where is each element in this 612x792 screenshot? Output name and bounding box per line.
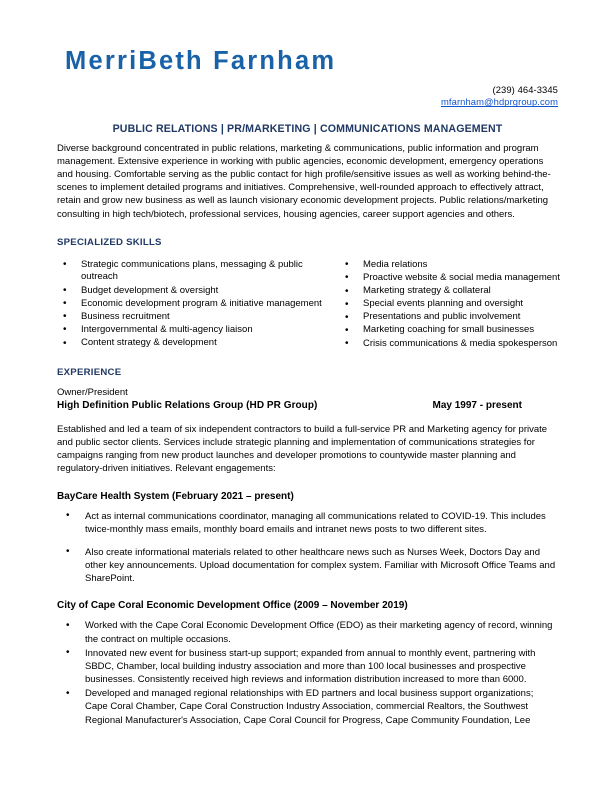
list-item: • Business recruitment: [57, 311, 339, 324]
list-item: • Intergovernmental & multi-agency liaison: [57, 324, 339, 337]
list-item: • Marketing strategy & collateral: [339, 285, 569, 298]
contact-block: [57, 84, 558, 109]
skills-column-right: [339, 259, 569, 351]
professional-summary: Diverse background concentrated in public relations, marketing & communications, public information and program management. Extensive experience in working with public agencies, economic development, emergency operations and housing. Comfortable serving as the public contact for high profile/sensitive issues as well as working behind-the-scenes to implement detailed programs and initiatives. Comprehensive, well-rounded approach to effectively attract, retain and grow new business as well as launch visionary economic development projects. Public relations/marketing consulting in high tech/biotech, professional services, housing agencies, career support agencies and others.: [57, 142, 551, 220]
list-item: • Economic development program & initiative management: [57, 298, 339, 311]
email-link[interactable]: mfarnham@hdprgroup.com: [441, 96, 558, 108]
job-dates: May 1997 - present: [432, 400, 522, 412]
list-item: • Developed and managed regional relationships with ED partners and local business support organizations; Cape Coral Chamber, Cape Coral Construction Industry Association, commercial Realtors, the Southwest Regional Manufacturer's Association, Cape Coral Council for Progress, Cape Community Foundation, Lee: [57, 687, 558, 726]
client-bullets-cape-coral: [57, 619, 558, 726]
list-item: • Innovated new event for business start-up support; expanded from annual to monthly event, partnering with SBDC, Chamber, local building industry association and more than 100 local businesses and prospective businesses. Consistently received high reviews and information distribution increased to more than 6000.: [57, 647, 558, 686]
skills-column-left: [57, 259, 339, 351]
section-title-experience: EXPERIENCE: [57, 366, 122, 378]
list-item: • Also create informational materials related to other healthcare news such as Nurses Week, Doctors Day and other key announcements. Upload documentation for complex system. Familiar with Microsoft Office Teams and SharePoint.: [57, 546, 558, 585]
professional-headline: PUBLIC RELATIONS | PR/MARKETING | COMMUNICATIONS MANAGEMENT: [112, 122, 503, 135]
list-item: • Budget development & oversight: [57, 285, 339, 298]
client-name-baycare: BayCare Health System (February 2021 – present): [57, 490, 294, 502]
list-item: • Special events planning and oversight: [339, 298, 569, 311]
candidate-name: MerriBeth Farnham: [65, 47, 337, 75]
list-item: • Media relations: [339, 259, 569, 272]
list-item: • Marketing coaching for small businesses: [339, 324, 569, 337]
phone-number: (239) 464-3345: [492, 84, 558, 96]
skills-columns: [57, 259, 558, 351]
skills-list-left: [57, 259, 339, 350]
job-employer: High Definition Public Relations Group (HD PR Group): [57, 400, 318, 412]
list-item: • Worked with the Cape Coral Economic Development Office (EDO) as their marketing agency of record, winning the contract on multiple occasions.: [57, 619, 558, 645]
client-name-cape-coral: City of Cape Coral Economic Development Office (2009 – November 2019): [57, 600, 408, 612]
list-item: • Presentations and public involvement: [339, 311, 569, 324]
client-bullets-baycare: [57, 510, 558, 586]
section-title-specialized-skills: SPECIALIZED SKILLS: [57, 236, 162, 248]
job-description: Established and led a team of six independent contractors to build a full-service PR and Marketing agency for private and public sector clients. Services include strategic planning and implementation of communications strategies for campaigns ranging from new product launches and developer promotions to countywide master planning and regulatory-driven initiatives. Relevant engagements:: [57, 424, 548, 475]
list-item: • Proactive website & social media management: [339, 272, 569, 285]
job-header: [57, 399, 558, 412]
list-item: • Strategic communications plans, messaging & public outreach: [57, 259, 339, 284]
job-role: Owner/President: [57, 386, 128, 398]
list-item: • Crisis communications & media spokesperson: [339, 338, 569, 351]
list-item: • Act as internal communications coordinator, managing all communications related to COVID-19. This includes twice-monthly mass emails, monthly board emails and intranet news posts to two different sites.: [57, 510, 558, 536]
list-item: • Content strategy & development: [57, 337, 339, 350]
skills-list-right: [339, 259, 569, 350]
